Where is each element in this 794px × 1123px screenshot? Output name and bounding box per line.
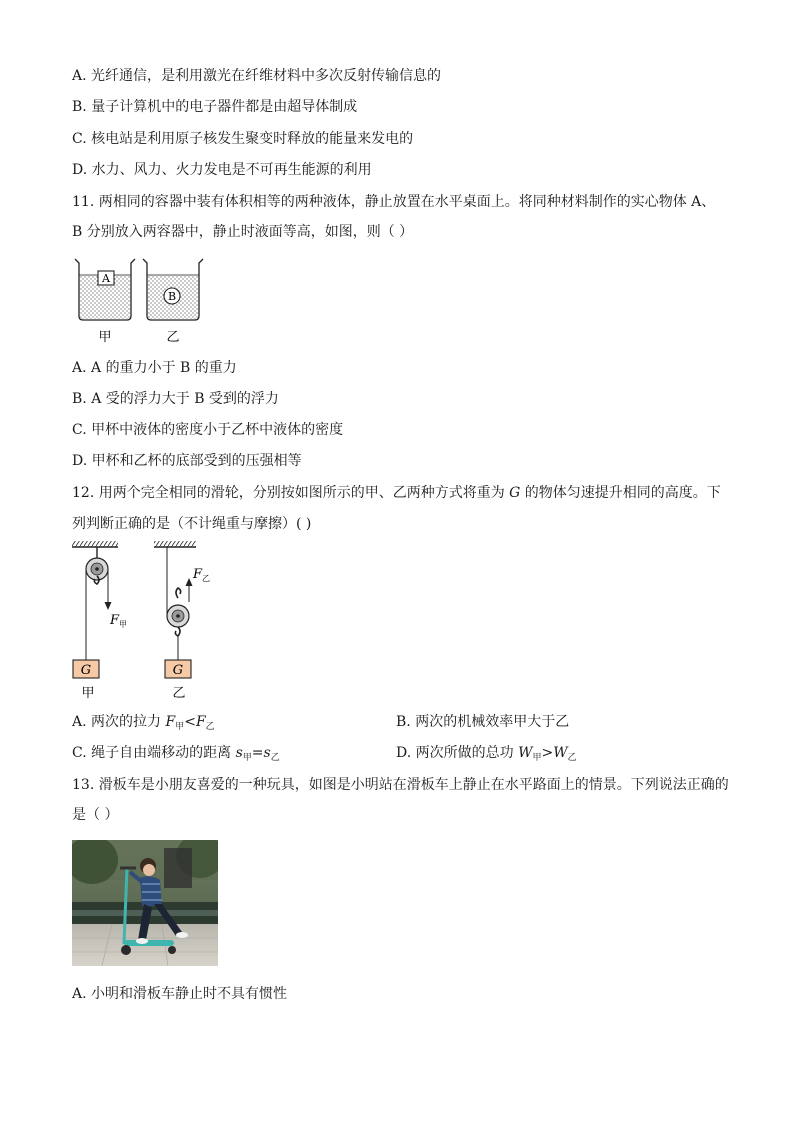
beaker-yi [143, 259, 203, 345]
q12-option-a: A. 两次的拉力 $F_甲<F_乙$ [72, 714, 215, 732]
q11-beakers-figure [70, 254, 220, 346]
beaker-yi-label: 乙 [166, 330, 180, 345]
q12-stem-line2: 列判断正确的是（不计绳重与摩擦）( ) [72, 516, 312, 532]
q13-stem-line1: 13. 滑板车是小朋友喜爱的一种玩具，如图是小明站在滑板车上静止在水平路面上的情景。下列说法正确的 [72, 777, 729, 793]
q11-stem-line1: 11. 两相同的容器中装有体积相等的两种液体，静止放置在水平桌面上。将同种材料制作的实心物体 A、 [72, 194, 716, 210]
q11-option-d: D. 甲杯和乙杯的底部受到的压强相等 [72, 453, 302, 469]
q13-option-a: A. 小明和滑板车静止时不具有惯性 [72, 986, 288, 1002]
q13-stem-line2: 是（ ） [72, 807, 119, 823]
object-a-label: A [102, 272, 110, 285]
q12-pulley-figure [68, 540, 228, 704]
object-b-label: B [167, 290, 177, 303]
q12-option-c: C. 绳子自由端移动的距离 $s_甲=s_乙$ [72, 745, 280, 763]
beaker-jia-label: 甲 [98, 330, 112, 345]
fixed-pulley-jia [72, 541, 127, 701]
weight-g-jia-label: G [80, 663, 92, 678]
q11-option-c: C. 甲杯中液体的密度小于乙杯中液体的密度 [72, 422, 344, 438]
q10-option-d: D. 水力、风力、火力发电是不可再生能源的利用 [72, 162, 372, 178]
q12-stem-line1: 12. 用两个完全相同的滑轮，分别按如图所示的甲、乙两种方式将重为 G 的物体匀速提升相同的高度。下 [72, 485, 721, 501]
movable-pulley-yi [154, 541, 210, 701]
setup-yi-label: 乙 [172, 686, 186, 701]
q12-option-b: B. 两次的机械效率甲大于乙 [396, 714, 570, 730]
q10-option-a: A. 光纤通信，是利用激光在纤维材料中多次反射传输信息的 [72, 68, 442, 84]
force-f-jia-label: $F_甲$ [110, 613, 128, 629]
weight-g-yi-label: G [172, 663, 184, 678]
q11-option-a: A. A 的重力小于 B 的重力 [72, 360, 237, 376]
force-f-yi-label: $F_乙$ [193, 567, 211, 583]
q13-scooter-photo [72, 840, 218, 966]
beaker-jia [75, 259, 135, 345]
q10-option-b: B. 量子计算机中的电子器件都是由超导体制成 [72, 99, 358, 115]
q11-stem-line2: B 分别放入两容器中，静止时液面等高，如图，则（ ） [72, 224, 414, 240]
q11-option-b: B. A 受的浮力大于 B 受到的浮力 [72, 391, 279, 407]
setup-jia-label: 甲 [81, 686, 95, 701]
q12-option-d: D. 两次所做的总功 $W_甲>W_乙$ [396, 745, 577, 763]
q10-option-c: C. 核电站是利用原子核发生聚变时释放的能量来发电的 [72, 131, 414, 147]
